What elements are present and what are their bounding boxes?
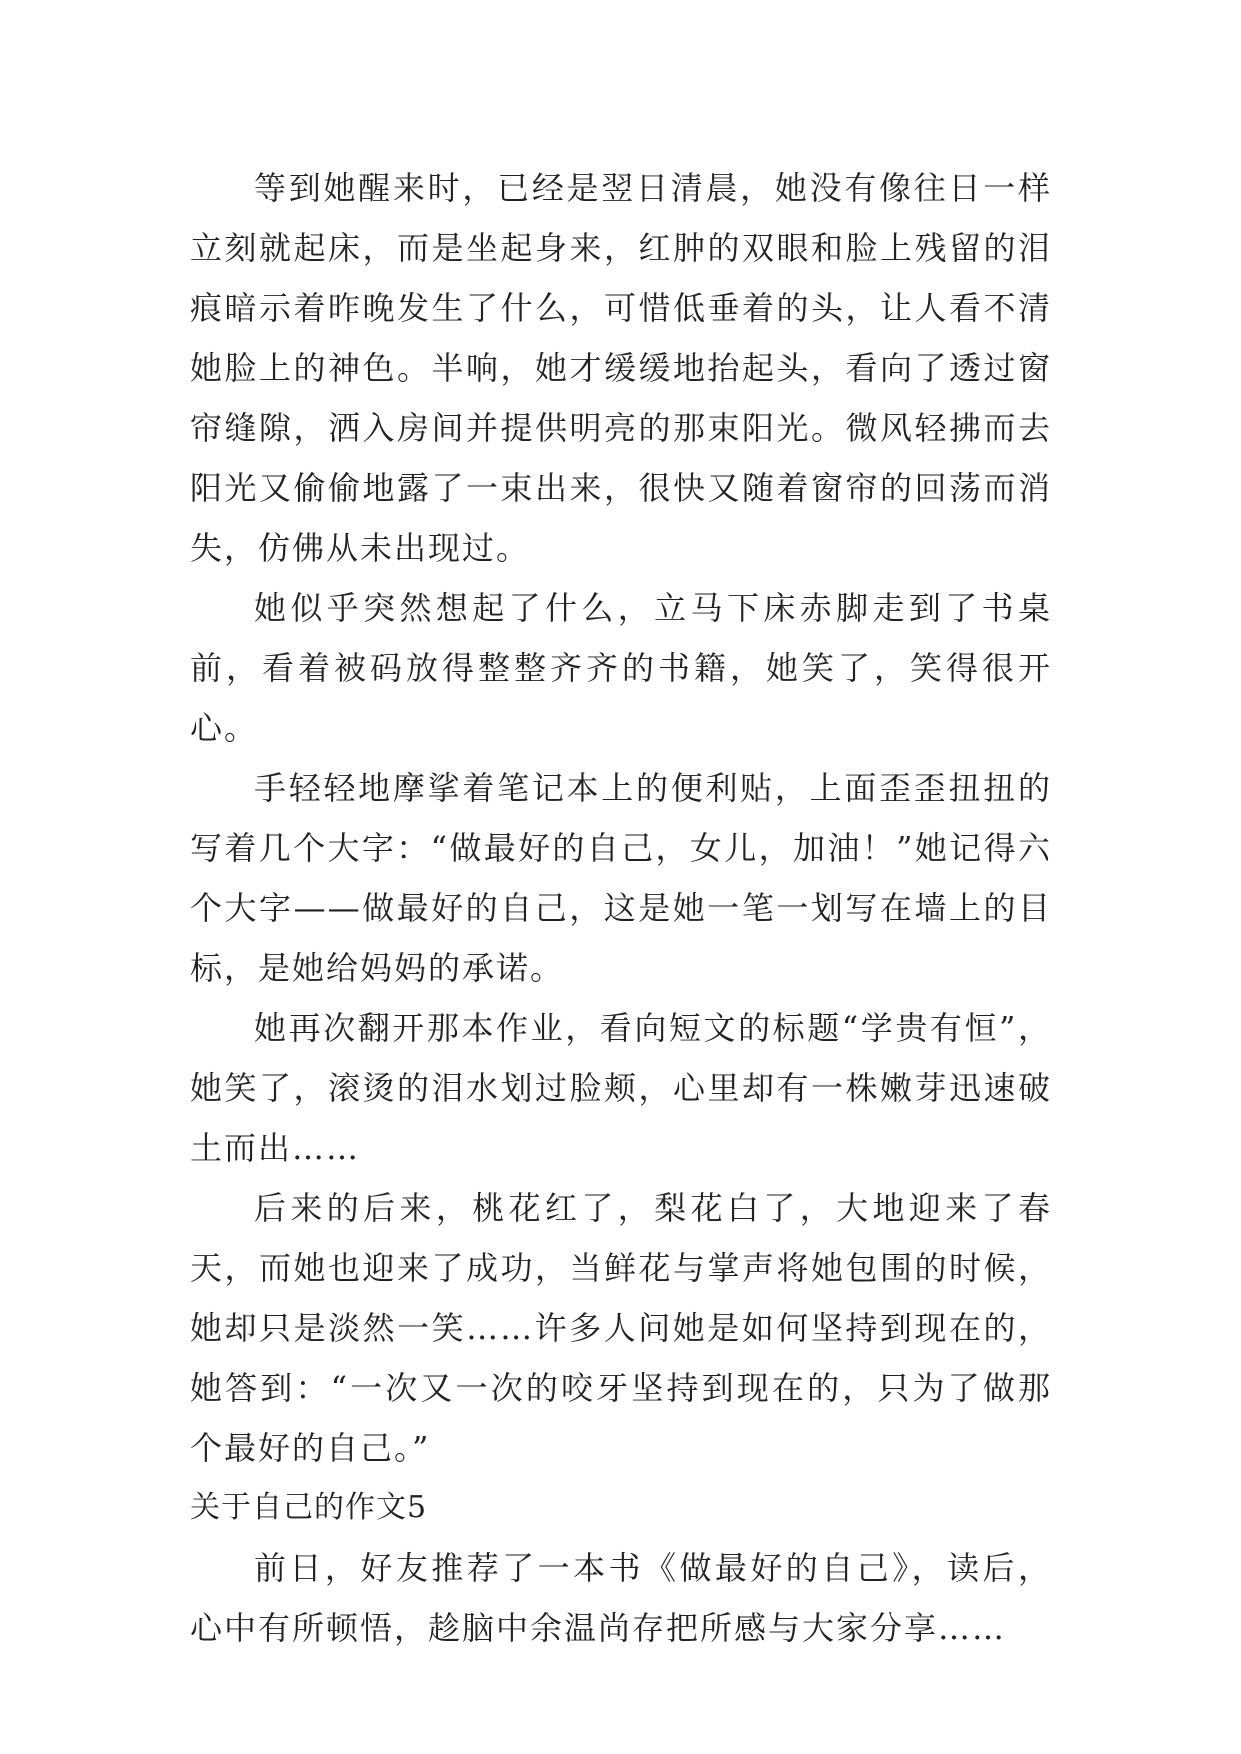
paragraph: 前日，好友推荐了一本书《做最好的自己》，读后，心中有所顿悟，趁脑中余温尚存把所感与大家分享…… — [190, 1549, 1052, 1647]
paragraph: 后来的后来，桃花红了，梨花白了，大地迎来了春天，而她也迎来了成功，当鲜花与掌声将她包围的时候，她却只是淡然一笑……许多人问她是如何坚持到现在的，她答到：“一次又一次的咬牙坚持到现在的，只为了做那个最好的自己。” — [190, 1189, 1052, 1467]
paragraph: 她似乎突然想起了什么，立马下床赤脚走到了书桌前，看着被码放得整整齐齐的书籍，她笑了，笑得很开心。 — [190, 589, 1052, 747]
paragraph: 等到她醒来时，已经是翌日清晨，她没有像往日一样立刻就起床，而是坐起身来，红肿的双眼和脸上残留的泪痕暗示着昨晚发生了什么，可惜低垂着的头，让人看不清她脸上的神色。半响，她才缓缓地抬起头，看向了透过窗帘缝隙，洒入房间并提供明亮的那束阳光。微风轻拂而去阳光又偷偷地露了一束出来，很快又随着窗帘的回荡而消失，仿佛从未出现过。 — [190, 169, 1052, 567]
paragraph: 手轻轻地摩挲着笔记本上的便利贴，上面歪歪扭扭的写着几个大字：“做最好的自己，女儿，加油！”她记得六个大字——做最好的自己，这是她一笔一划写在墙上的目标，是她给妈妈的承诺。 — [190, 769, 1052, 987]
section-title: 关于自己的作文5 — [190, 1490, 428, 1525]
document-body — [190, 158, 1052, 1658]
paragraph: 她再次翻开那本作业，看向短文的标题“学贵有恒”，她笑了，滚烫的泪水划过脸颊，心里却有一株嫩芽迅速破土而出…… — [190, 1009, 1052, 1167]
